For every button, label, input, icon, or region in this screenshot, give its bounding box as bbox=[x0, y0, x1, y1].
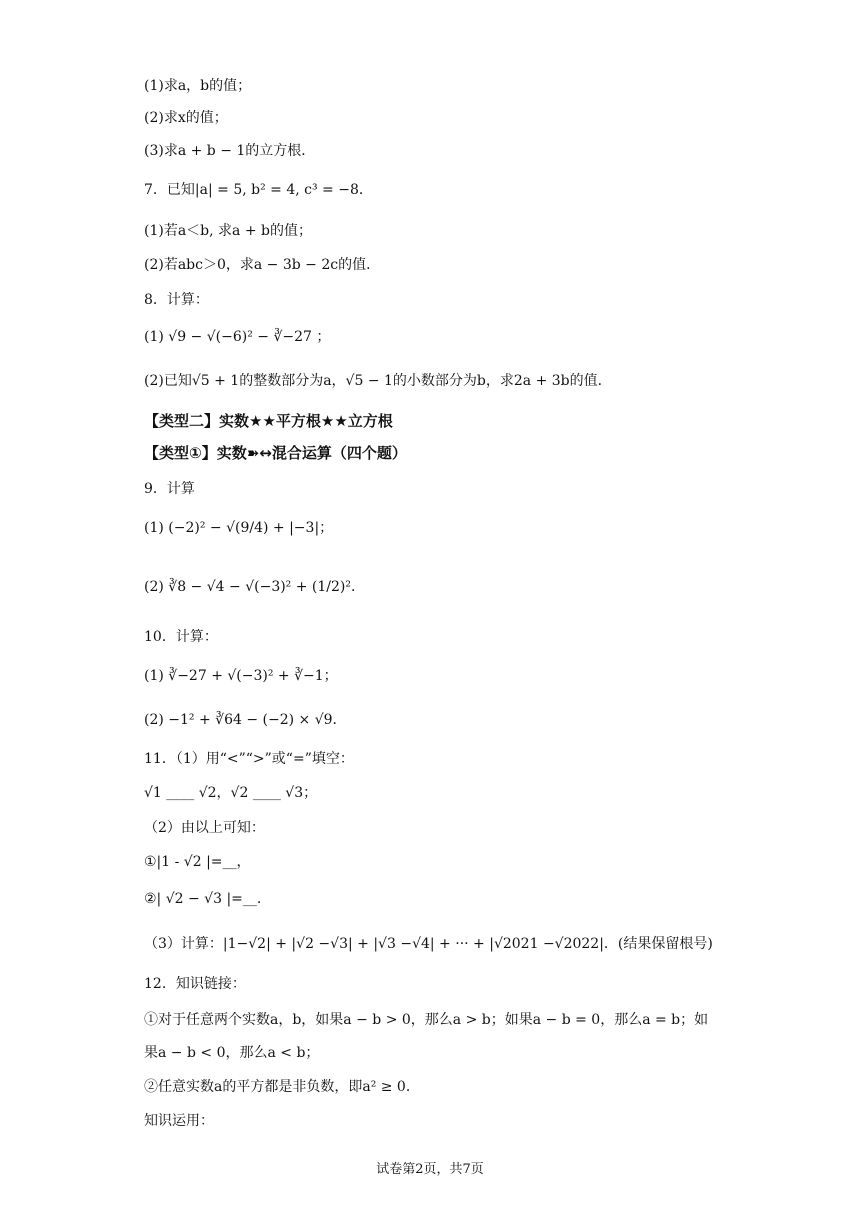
q6-part1: (1)求a，b的值； bbox=[144, 78, 252, 94]
page-footer: 试卷第2页，共7页 bbox=[376, 1162, 484, 1177]
q7-part1: (1)若a＜b, 求a + b的值； bbox=[144, 223, 312, 239]
q11-item1: ①|1 - √2 |=__， bbox=[144, 854, 251, 870]
q12-item1-line1: ①对于任意两个实数a，b，如果a − b > 0，那么a > b；如果a − b = 0，那么a = b；如 bbox=[144, 1012, 709, 1028]
q10-stem: 10．计算： bbox=[144, 629, 218, 645]
q11-stem: 11．（1）用“<”“>”或“=”填空： bbox=[144, 751, 354, 767]
q9-stem: 9．计算 bbox=[144, 481, 195, 497]
q7-part2: (2)若abc＞0，求a − 3b − 2c的值． bbox=[144, 257, 381, 273]
q6-part2: (2)求x的值； bbox=[144, 110, 228, 126]
q6-part3: (3)求a + b − 1的立方根． bbox=[144, 143, 316, 159]
q9-part2: (2) ∛8 − √4 − √(−3)² + (1/2)²． bbox=[144, 579, 365, 595]
q12-item1-line2: 果a − b < 0，那么a < b； bbox=[144, 1045, 320, 1061]
q11-part2: （2）由以上可知： bbox=[144, 820, 265, 836]
q9-part1: (1) (−2)² − √(9/4) + |−3|； bbox=[144, 520, 334, 536]
q7-stem: 7．已知|a| = 5, b² = 4, c³ = −8． bbox=[144, 182, 373, 198]
q12-stem: 12．知识链接： bbox=[144, 976, 246, 992]
section-heading-type1: 【类型①】实数➽↔混合运算（四个题） bbox=[144, 444, 407, 462]
section-heading-type2: 【类型二】实数★★平方根★★立方根 bbox=[144, 412, 393, 430]
q11-fill-blanks: √1 ____ √2，√2 ____ √3； bbox=[144, 785, 318, 801]
q11-part3: （3）计算：|1−√2| + |√2 −√3| + |√3 −√4| + ··· + |√2021 −√2022|．(结果保留根号) bbox=[144, 936, 713, 952]
q11-item2: ②| √2 − √3 |=__. bbox=[144, 891, 262, 907]
q12-item2: ②任意实数a的平方都是非负数，即a² ≥ 0． bbox=[144, 1079, 420, 1095]
q10-part1: (1) ∛−27 + √(−3)² + ∛−1； bbox=[144, 668, 338, 684]
q12-application: 知识运用： bbox=[144, 1113, 214, 1129]
q10-part2: (2) −1² + ∛64 − (−2) × √9． bbox=[144, 712, 347, 728]
q8-part2: (2)已知√5 + 1的整数部分为a，√5 − 1的小数部分为b，求2a + 3b的值． bbox=[144, 373, 612, 389]
q8-part1: (1) √9 − √(−6)² − ∛−27 ； bbox=[144, 329, 331, 345]
q8-stem: 8．计算： bbox=[144, 292, 209, 308]
